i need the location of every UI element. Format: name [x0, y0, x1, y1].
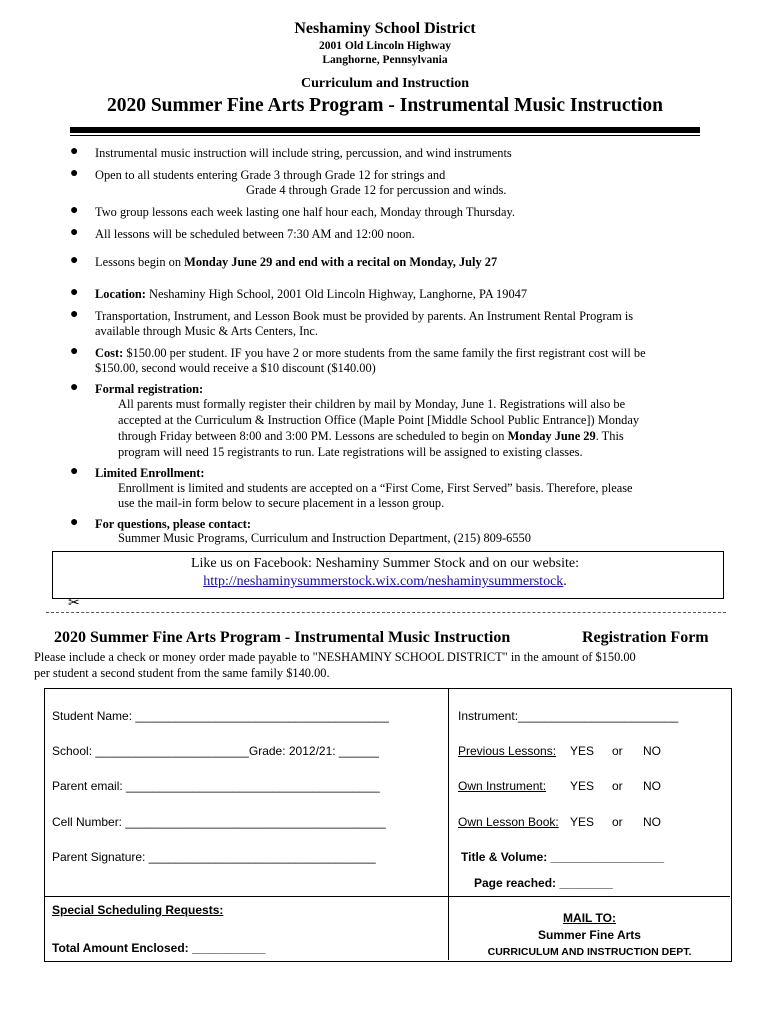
- own-instrument-or: or: [612, 779, 623, 793]
- previous-lessons-or: or: [612, 744, 623, 758]
- bullet-dot: ●: [70, 144, 79, 159]
- bullet-cost: Cost: $150.00 per student. IF you have 2 or more students from the same family the first registrant cost will be: [95, 346, 646, 360]
- previous-lessons-label: Previous Lessons:: [458, 744, 557, 758]
- page-reached-field[interactable]: Page reached: ________: [474, 876, 613, 890]
- bullet-lessons-per-week: Two group lessons each week lasting one half hour each, Monday through Thursday.: [95, 205, 515, 219]
- department-heading: Curriculum and Instruction: [300, 76, 470, 91]
- own-lesson-book-no[interactable]: NO: [643, 815, 661, 829]
- school-grade-field[interactable]: School: _______________________Grade: 2012/21: ______: [52, 744, 379, 758]
- own-lesson-book-yes[interactable]: YES: [570, 815, 595, 829]
- own-lesson-book-or: or: [612, 815, 623, 829]
- own-instrument-yes[interactable]: YES: [570, 779, 595, 793]
- special-requests-label[interactable]: Special Scheduling Requests:: [52, 903, 224, 917]
- bullet-grades: Open to all students entering Grade 3 through Grade 12 for strings and: [95, 168, 446, 182]
- total-enclosed-field[interactable]: Total Amount Enclosed: ___________: [52, 941, 266, 955]
- bullet-dot: ●: [70, 253, 79, 268]
- registration-text-2: accepted at the Curriculum & Instruction Office (Maple Point [Middle School Public Entrance]) Monday: [118, 413, 640, 427]
- cut-line: [46, 612, 726, 613]
- district-name: Neshaminy School District: [294, 20, 476, 37]
- bullet-start-date: Lessons begin on Monday June 29 and end with a recital on Monday, July 27: [95, 255, 498, 269]
- bullet-dot: ●: [70, 285, 79, 300]
- own-lesson-book-label: Own Lesson Book:: [458, 815, 559, 829]
- bullet-dot: ●: [70, 307, 79, 322]
- bullet-transportation-cont: available through Music & Arts Centers, Inc.: [95, 324, 318, 338]
- bullet-enrollment-label: Limited Enrollment:: [95, 466, 205, 480]
- bullet-transportation: Transportation, Instrument, and Lesson Book must be provided by parents. An Instrument Rental Program is: [95, 309, 634, 323]
- cell-number-field[interactable]: Cell Number: _______________________________________: [52, 815, 386, 829]
- bullet-registration-label: Formal registration:: [95, 382, 204, 396]
- bullet-grades-cont: Grade 4 through Grade 12 for percussion and winds.: [246, 183, 507, 197]
- website-line: http://neshaminysummerstock.wix.com/neshaminysummerstock.: [203, 574, 567, 589]
- bullet-dot: ●: [70, 225, 79, 240]
- parent-signature-field[interactable]: Parent Signature: __________________________________: [52, 850, 376, 864]
- bullet-cost-cont: $150.00, second would receive a $10 discount ($140.00): [95, 361, 376, 375]
- mail-to-label: MAIL TO:: [563, 911, 616, 925]
- form-divider-horizontal: [44, 896, 730, 897]
- own-instrument-label: Own Instrument:: [458, 779, 547, 793]
- bullet-schedule-time: All lessons will be scheduled between 7:30 AM and 12:00 noon.: [95, 227, 415, 241]
- bullet-dot: ●: [70, 464, 79, 479]
- title-rule: [70, 127, 700, 133]
- bullet-dot: ●: [70, 380, 79, 395]
- bullet-dot: ●: [70, 166, 79, 181]
- bullet-dot: ●: [70, 203, 79, 218]
- registration-text-4: program will need 15 registrants to run. Late registrations will be assigned to existing classes.: [118, 445, 583, 459]
- mail-to-line-2: CURRICULUM AND INSTRUCTION DEPT.: [487, 946, 692, 958]
- contact-text: Summer Music Programs, Curriculum and Instruction Department, (215) 809-6550: [118, 531, 531, 545]
- student-name-field[interactable]: Student Name: ______________________________________: [52, 709, 389, 723]
- registration-text-3: through Friday between 8:00 and 3:00 PM. Lessons are scheduled to begin on Monday June 29. This: [118, 429, 624, 443]
- address-line-1: 2001 Old Lincoln Highway: [319, 40, 451, 52]
- enrollment-text-2: use the mail-in form below to secure placement in a lesson group.: [118, 496, 445, 510]
- page-title: 2020 Summer Fine Arts Program - Instrumental Music Instruction: [106, 95, 664, 116]
- website-link[interactable]: http://neshaminysummerstock.wix.com/neshaminysummerstock: [203, 574, 564, 589]
- own-instrument-no[interactable]: NO: [643, 779, 661, 793]
- title-rule-thin: [70, 135, 700, 136]
- facebook-text: Like us on Facebook: Neshaminy Summer Stock and on our website:: [190, 556, 580, 571]
- title-volume-field[interactable]: Title & Volume: _________________: [461, 850, 665, 864]
- scissors-icon: ✂: [68, 596, 80, 611]
- bullet-instruments: Instrumental music instruction will include string, percussion, and wind instruments: [95, 146, 512, 160]
- registration-title: 2020 Summer Fine Arts Program - Instrumental Music Instruction: [54, 629, 511, 646]
- address-line-2: Langhorne, Pennsylvania: [322, 54, 448, 66]
- bullet-dot: ●: [70, 515, 79, 530]
- registration-text-1: All parents must formally register their children by mail by Monday, June 1. Registrations will also be: [118, 397, 626, 411]
- previous-lessons-no[interactable]: NO: [643, 744, 661, 758]
- registration-instructions-2: per student a second student from the same family $140.00.: [34, 666, 330, 680]
- previous-lessons-yes[interactable]: YES: [570, 744, 595, 758]
- parent-email-field[interactable]: Parent email: ______________________________________: [52, 779, 380, 793]
- bullet-dot: ●: [70, 344, 79, 359]
- mail-to-line-1: Summer Fine Arts: [538, 928, 641, 942]
- bullet-contact-label: For questions, please contact:: [95, 517, 252, 531]
- bullet-location: Location: Neshaminy High School, 2001 Old Lincoln Highway, Langhorne, PA 19047: [95, 287, 528, 301]
- registration-form-label: Registration Form: [582, 629, 709, 646]
- enrollment-text-1: Enrollment is limited and students are accepted on a “First Come, First Served” basis. Therefore, please: [118, 481, 633, 495]
- registration-instructions-1: Please include a check or money order made payable to "NESHAMINY SCHOOL DISTRICT" in the amount of $150.00: [34, 650, 636, 664]
- instrument-field[interactable]: Instrument:________________________: [458, 709, 679, 723]
